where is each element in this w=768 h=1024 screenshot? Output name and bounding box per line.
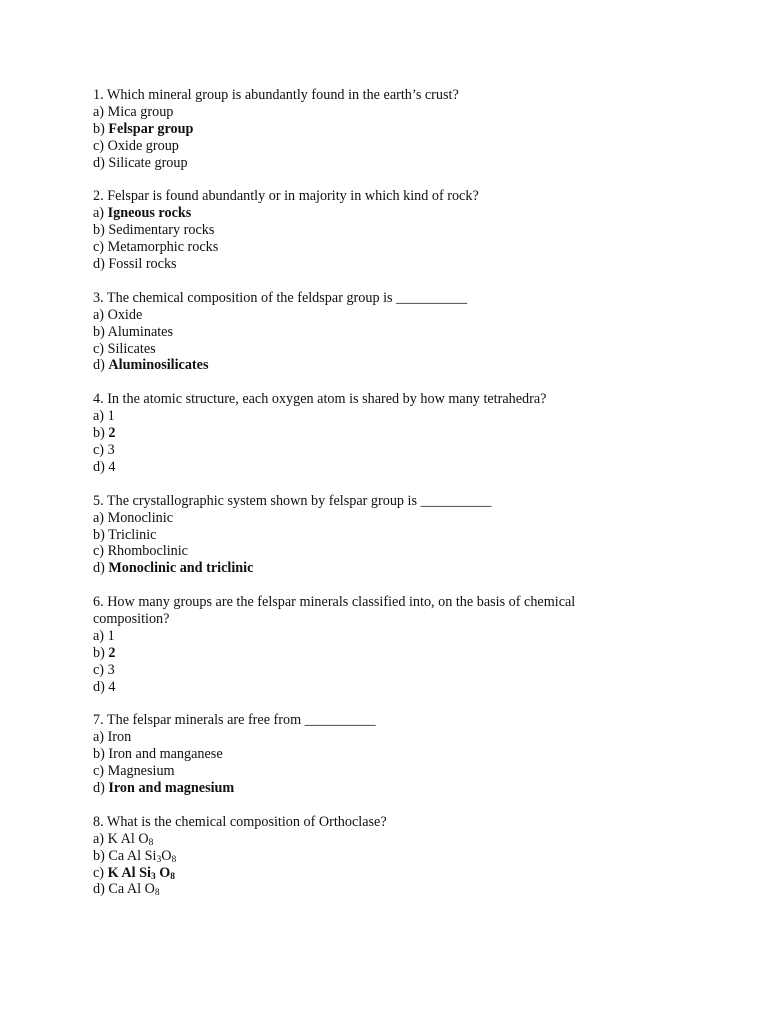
subscript: 8 <box>170 871 176 882</box>
option-letter: b) <box>93 425 105 442</box>
answer-option <box>93 324 653 341</box>
answer-option <box>93 256 653 273</box>
option-text: Iron and manganese <box>108 746 223 763</box>
option-letter: a) <box>93 627 105 644</box>
option-text: 1 <box>107 408 115 425</box>
option-text <box>108 848 176 864</box>
option-letter: b) <box>93 644 105 661</box>
correct-answer-text: 2 <box>108 425 116 442</box>
option-text: Monoclinic <box>107 509 173 526</box>
option-letter: b) <box>93 120 105 137</box>
option-letter: a) <box>93 306 105 323</box>
question-text: 6. How many groups are the felspar minerals classified into, on the basis of chemical composition? <box>93 594 576 628</box>
option-text <box>108 831 154 847</box>
option-letter: c) <box>93 441 105 458</box>
option-letter: d) <box>93 678 105 695</box>
subscript: 3 <box>156 854 162 865</box>
answer-option <box>93 865 653 882</box>
correct-answer-text: Igneous rocks <box>107 205 192 222</box>
answer-option <box>93 543 653 560</box>
question-text: 4. In the atomic structure, each oxygen atom is shared by how many tetrahedra? <box>93 391 547 408</box>
option-letter: a) <box>93 103 105 120</box>
correct-answer-text: Iron and magnesium <box>108 780 235 797</box>
option-text <box>108 881 159 897</box>
formula-part: Ca Al O <box>108 881 155 898</box>
option-letter: c) <box>93 137 105 154</box>
formula-part: K Al O <box>107 830 149 847</box>
answer-option <box>93 222 653 239</box>
answer-option <box>93 780 653 797</box>
question-block <box>93 493 653 578</box>
question-text: 8. What is the chemical composition of Orthoclase? <box>93 813 387 830</box>
answer-option <box>93 679 653 696</box>
option-text: Mica group <box>107 103 174 120</box>
option-letter: c) <box>93 763 105 780</box>
answer-option <box>93 527 653 544</box>
formula-part: K Al Si <box>107 864 151 881</box>
option-letter: a) <box>93 408 105 425</box>
option-letter: b) <box>93 222 105 239</box>
option-text: 4 <box>108 458 116 475</box>
option-text: Metamorphic rocks <box>107 239 219 256</box>
option-letter: a) <box>93 729 105 746</box>
answer-option <box>93 763 653 780</box>
answer-option <box>93 645 653 662</box>
answer-option <box>93 408 653 425</box>
answer-option <box>93 881 653 898</box>
question-text: 3. The chemical composition of the feldspar group is __________ <box>93 289 468 306</box>
answer-option <box>93 510 653 527</box>
question-list <box>93 87 653 915</box>
question-block <box>93 290 653 375</box>
option-letter: c) <box>93 661 105 678</box>
option-text: Triclinic <box>108 526 157 543</box>
option-letter: a) <box>93 830 105 847</box>
option-letter: b) <box>93 323 105 340</box>
answer-option <box>93 341 653 358</box>
answer-option <box>93 155 653 172</box>
option-text: 4 <box>108 678 116 695</box>
answer-option <box>93 121 653 138</box>
option-letter: a) <box>93 205 105 222</box>
formula-part: O <box>155 864 171 881</box>
answer-option <box>93 442 653 459</box>
subscript: 8 <box>171 854 177 865</box>
option-text: 1 <box>107 627 115 644</box>
option-letter: a) <box>93 509 105 526</box>
answer-option <box>93 746 653 763</box>
answer-option <box>93 459 653 476</box>
subscript: 8 <box>148 837 154 848</box>
option-letter: b) <box>93 847 105 864</box>
option-letter: d) <box>93 458 105 475</box>
formula-part: O <box>161 847 172 864</box>
option-letter: b) <box>93 746 105 763</box>
option-text: Rhomboclinic <box>107 543 188 560</box>
option-letter: c) <box>93 239 105 256</box>
question-block <box>93 188 653 273</box>
option-letter: d) <box>93 256 105 273</box>
option-letter: d) <box>93 881 105 898</box>
question-block <box>93 712 653 797</box>
answer-option <box>93 560 653 577</box>
question-text: 1. Which mineral group is abundantly found in the earth’s crust? <box>93 87 459 103</box>
correct-answer-text: Felspar group <box>108 120 194 137</box>
answer-option <box>93 104 653 121</box>
correct-answer-text: 2 <box>108 644 116 661</box>
answer-option <box>93 628 653 645</box>
question-block <box>93 87 653 172</box>
answer-option <box>93 425 653 442</box>
option-text: Fossil rocks <box>108 256 177 273</box>
option-letter: d) <box>93 154 105 171</box>
option-letter: d) <box>93 780 105 797</box>
answer-option <box>93 239 653 256</box>
option-text: 3 <box>107 661 115 678</box>
option-letter: d) <box>93 357 105 374</box>
answer-option <box>93 831 653 848</box>
option-text: Sedimentary rocks <box>108 222 215 239</box>
option-letter: c) <box>93 864 105 881</box>
subscript: 3 <box>150 871 156 882</box>
answer-option <box>93 848 653 865</box>
subscript: 8 <box>154 888 160 899</box>
correct-answer-text: Aluminosilicates <box>108 357 209 374</box>
option-letter: b) <box>93 526 105 543</box>
answer-option <box>93 138 653 155</box>
option-letter: c) <box>93 340 105 357</box>
answer-option <box>93 662 653 679</box>
option-text: 3 <box>107 441 115 458</box>
option-text: Silicate group <box>108 154 188 171</box>
option-letter: d) <box>93 560 105 577</box>
question-text: 7. The felspar minerals are free from __________ <box>93 712 376 729</box>
correct-answer-text <box>108 865 175 881</box>
question-block <box>93 391 653 476</box>
option-text: Aluminates <box>107 323 174 340</box>
question-block <box>93 814 653 899</box>
answer-option <box>93 205 653 222</box>
answer-option <box>93 307 653 324</box>
option-text: Magnesium <box>107 763 175 780</box>
option-text: Oxide <box>107 306 143 323</box>
correct-answer-text: Monoclinic and triclinic <box>108 560 254 577</box>
option-text: Oxide group <box>107 137 179 154</box>
question-text: 5. The crystallographic system shown by felspar group is __________ <box>93 492 492 509</box>
option-text: Iron <box>107 729 132 746</box>
option-text: Silicates <box>107 340 156 357</box>
option-letter: c) <box>93 543 105 560</box>
answer-option <box>93 357 653 374</box>
answer-option <box>93 729 653 746</box>
question-block <box>93 594 653 695</box>
question-text: 2. Felspar is found abundantly or in majority in which kind of rock? <box>93 188 479 205</box>
formula-part: Ca Al Si <box>108 847 157 864</box>
